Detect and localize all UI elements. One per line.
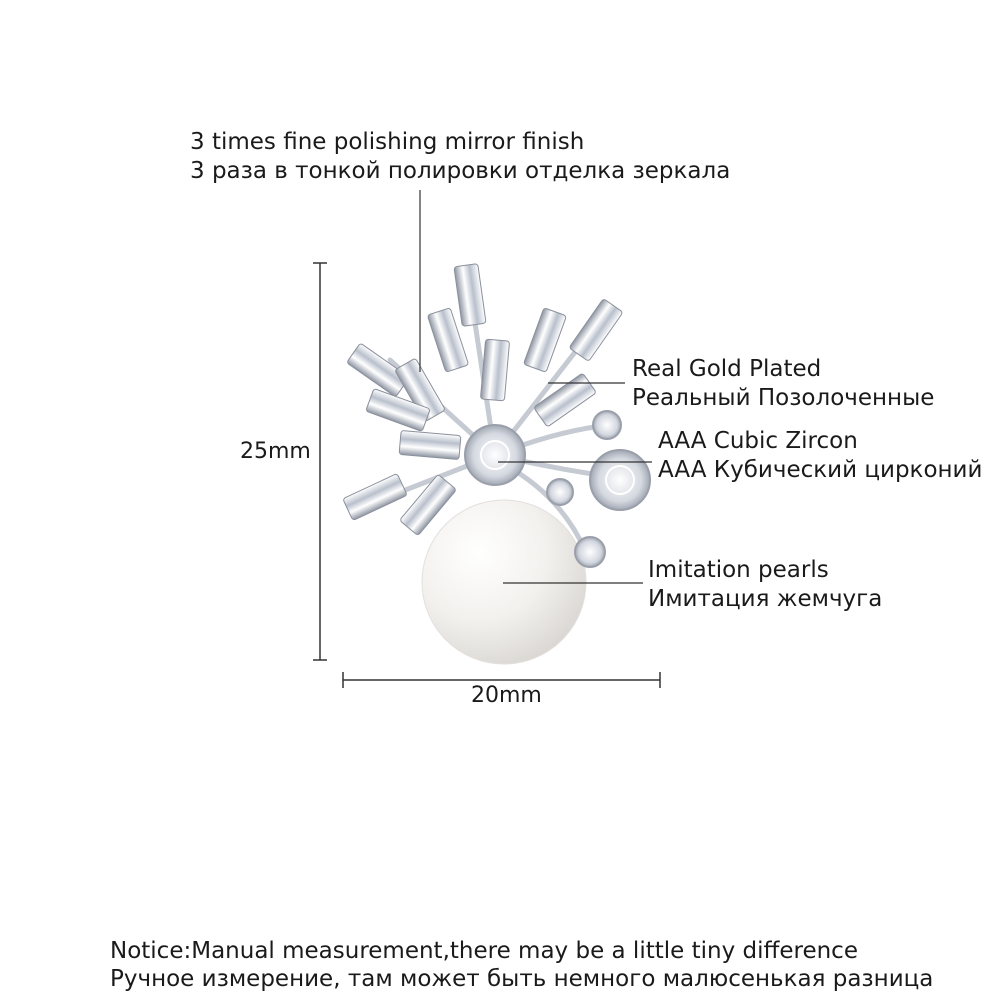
height-dimension-label: 25mm <box>240 439 311 464</box>
callout-pearl-ru: Имитация жемчуга <box>648 586 883 612</box>
callout-polish-en: 3 times fine polishing mirror finish <box>190 129 585 155</box>
height-dimension-line <box>313 263 327 660</box>
callout-zircon-ru: AAA Кубический цирконий <box>658 457 983 483</box>
callout-polish <box>190 128 730 186</box>
callout-pearl <box>648 556 882 614</box>
callout-zircon <box>658 427 982 485</box>
width-dimension-label: 20mm <box>471 683 542 708</box>
baguette-crystals <box>343 264 623 536</box>
callout-gold <box>632 355 934 413</box>
callout-gold-ru: Реальный Позолоченные <box>632 385 935 411</box>
callout-polish-ru: 3 раза в тонкой полировки отделка зеркала <box>190 158 731 184</box>
notice-en: Notice:Manual measurement,there may be a little tiny difference <box>110 938 858 964</box>
callout-zircon-en: AAA Cubic Zircon <box>658 428 858 454</box>
notice-ru: Ручное измерение, там может быть немного малюсенькая разница <box>110 966 934 992</box>
pearl <box>422 500 586 664</box>
measurement-notice <box>110 937 933 993</box>
callout-gold-en: Real Gold Plated <box>632 356 822 382</box>
callout-pearl-en: Imitation pearls <box>648 557 829 583</box>
